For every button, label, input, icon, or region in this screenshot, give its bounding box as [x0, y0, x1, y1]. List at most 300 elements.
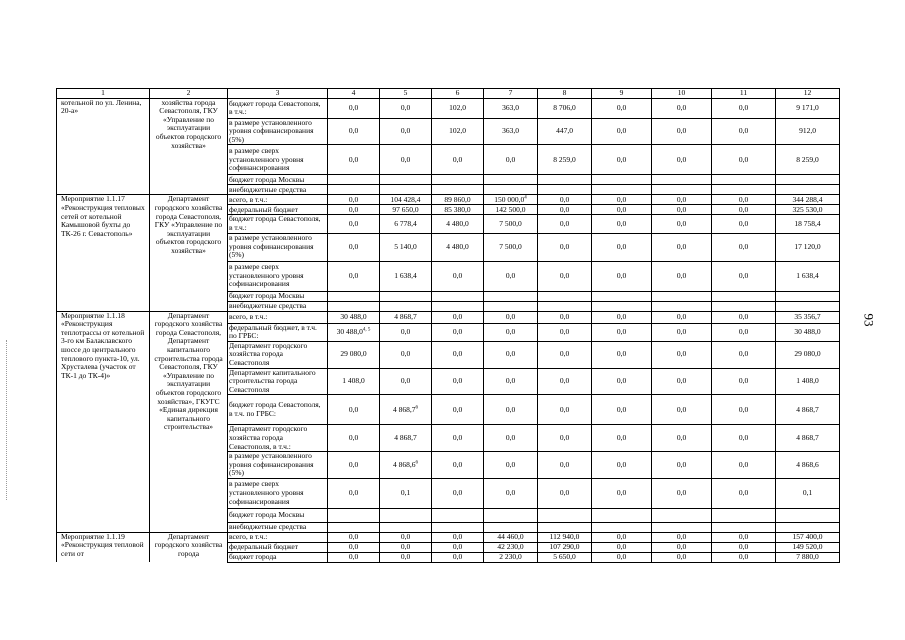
amount-value: 0,0	[676, 542, 687, 552]
amount-cell	[484, 185, 538, 195]
amount-cell	[592, 215, 652, 233]
footnote-mark: 6	[415, 405, 418, 411]
amount-cell	[592, 175, 652, 185]
amount-cell	[328, 175, 380, 185]
amount-cell	[328, 261, 380, 291]
funding-source-label: в размере установленного уровня софинансирования (5%)	[228, 233, 328, 261]
amount-value: 0,0	[676, 349, 687, 359]
amount-value: 0,0	[738, 270, 749, 280]
funding-source-label: всего, в т.ч.:	[228, 532, 328, 542]
amount-cell	[484, 425, 538, 452]
amount-cell	[380, 261, 432, 291]
column-number: 10	[652, 89, 712, 99]
amount-cell	[712, 311, 776, 323]
amount-cell	[652, 261, 712, 291]
column-number-row	[57, 89, 840, 99]
amount-cell	[538, 291, 592, 301]
amount-cell	[712, 542, 776, 552]
amount-value: 0,0	[348, 542, 359, 552]
amount-value: 0,0	[452, 532, 463, 542]
amount-value: 7 500,0	[499, 241, 522, 251]
amount-cell	[380, 532, 432, 542]
amount-value: 0,0	[676, 204, 687, 214]
amount-value: 8 706,0	[553, 102, 576, 112]
amount-value: 0,0	[738, 204, 749, 214]
amount-value: 1 638,4	[394, 270, 417, 280]
amount-value: 0,0	[348, 488, 359, 498]
amount-cell	[592, 532, 652, 542]
amount-cell	[380, 98, 432, 118]
amount-cell	[592, 425, 652, 452]
table-row	[57, 532, 840, 542]
amount-value: 42 230,0	[497, 542, 524, 552]
amount-cell	[776, 452, 840, 479]
amount-cell	[592, 98, 652, 118]
amount-value: 0,0	[676, 102, 687, 112]
column-number: 7	[484, 89, 538, 99]
amount-value: 0,0	[738, 488, 749, 498]
amount-value: 0,0	[452, 459, 463, 469]
amount-cell	[380, 185, 432, 195]
amount-cell	[328, 301, 380, 311]
amount-cell	[712, 452, 776, 479]
amount-value: 0,0	[400, 102, 411, 112]
column-number: 5	[380, 89, 432, 99]
amount-cell	[432, 395, 484, 425]
amount-cell	[484, 145, 538, 175]
amount-value: 0,0	[348, 270, 359, 280]
amount-cell	[776, 291, 840, 301]
table-body	[57, 89, 840, 563]
amount-cell	[432, 542, 484, 552]
amount-cell	[432, 261, 484, 291]
amount-value: 0,0	[505, 459, 516, 469]
amount-value: 0,0	[676, 432, 687, 442]
amount-cell	[592, 508, 652, 522]
amount-cell	[380, 195, 432, 205]
amount-cell	[592, 205, 652, 215]
amount-value: 30 488,0	[336, 326, 363, 336]
amount-cell	[328, 311, 380, 323]
amount-cell	[652, 478, 712, 508]
amount-cell	[592, 395, 652, 425]
funding-table	[56, 88, 840, 563]
amount-cell	[432, 368, 484, 395]
amount-value: 0,0	[505, 488, 516, 498]
amount-value: 0,0	[676, 488, 687, 498]
amount-value: 0,0	[616, 326, 627, 336]
amount-cell	[592, 185, 652, 195]
amount-value: 0,0	[400, 154, 411, 164]
amount-cell	[712, 552, 776, 562]
amount-cell	[776, 311, 840, 323]
amount-value: 35 356,7	[794, 311, 821, 321]
amount-cell	[652, 205, 712, 215]
funding-source-label: бюджет города Севастополя, в т.ч.:	[228, 215, 328, 233]
amount-cell	[484, 542, 538, 552]
amount-value: 0,0	[559, 488, 570, 498]
amount-cell	[432, 478, 484, 508]
amount-cell	[380, 341, 432, 368]
amount-value: 29 080,0	[340, 349, 367, 359]
amount-value: 157 400,0	[792, 532, 823, 542]
amount-cell	[652, 145, 712, 175]
amount-cell	[538, 522, 592, 532]
amount-cell	[484, 522, 538, 532]
amount-value: 0,0	[348, 204, 359, 214]
amount-cell	[328, 118, 380, 145]
funding-source-label: бюджет города Севастополя, в т.ч. по ГРБС:	[228, 395, 328, 425]
amount-cell	[712, 145, 776, 175]
amount-cell	[380, 542, 432, 552]
amount-cell	[652, 195, 712, 205]
amount-cell	[712, 395, 776, 425]
amount-value: 0,0	[616, 432, 627, 442]
amount-value: 0,0	[738, 349, 749, 359]
amount-cell	[538, 341, 592, 368]
funding-source-label: Департамент капитального строительства города Севастополя	[228, 368, 328, 395]
amount-value: 0,0	[452, 542, 463, 552]
amount-value: 0,0	[452, 552, 463, 562]
column-number: 9	[592, 89, 652, 99]
amount-cell	[538, 508, 592, 522]
amount-cell	[380, 425, 432, 452]
funding-source-label: внебюджетные средства	[228, 185, 328, 195]
amount-cell	[776, 341, 840, 368]
amount-value: 0,0	[559, 194, 570, 204]
amount-value: 150 000,0	[494, 194, 525, 204]
amount-value: 0,0	[559, 349, 570, 359]
amount-value: 102,0	[449, 102, 466, 112]
amount-cell	[712, 175, 776, 185]
amount-value: 97 650,0	[392, 204, 419, 214]
amount-value: 0,0	[348, 404, 359, 414]
amount-cell	[484, 341, 538, 368]
amount-cell	[652, 542, 712, 552]
amount-value: 0,0	[738, 376, 749, 386]
amount-cell	[538, 205, 592, 215]
amount-cell	[592, 552, 652, 562]
executor-name: Департамент городского хозяйства города	[150, 532, 228, 562]
amount-cell	[652, 323, 712, 341]
amount-cell	[432, 452, 484, 479]
amount-cell	[538, 425, 592, 452]
amount-cell	[328, 425, 380, 452]
amount-value: 0,0	[676, 154, 687, 164]
amount-value: 29 080,0	[794, 349, 821, 359]
amount-value: 0,0	[616, 552, 627, 562]
amount-cell	[538, 452, 592, 479]
amount-cell	[328, 452, 380, 479]
amount-value: 0,0	[559, 432, 570, 442]
amount-cell	[328, 215, 380, 233]
amount-value: 0,0	[676, 459, 687, 469]
amount-value: 0,0	[676, 404, 687, 414]
amount-value: 0,0	[452, 154, 463, 164]
amount-value: 0,0	[400, 376, 411, 386]
amount-value: 0,0	[452, 376, 463, 386]
amount-cell	[380, 175, 432, 185]
amount-value: 4 868,7	[394, 311, 417, 321]
amount-value: 4 480,0	[446, 241, 469, 251]
amount-cell	[652, 532, 712, 542]
amount-cell	[380, 205, 432, 215]
funding-source-label: бюджет города	[228, 552, 328, 562]
amount-value: 89 860,0	[444, 194, 471, 204]
amount-cell	[538, 118, 592, 145]
amount-cell	[776, 175, 840, 185]
amount-value: 0,0	[616, 376, 627, 386]
amount-cell	[328, 98, 380, 118]
amount-value: 30 488,0	[794, 326, 821, 336]
amount-value: 0,0	[400, 349, 411, 359]
amount-value: 0,0	[616, 154, 627, 164]
amount-cell	[652, 425, 712, 452]
amount-cell	[776, 478, 840, 508]
amount-value: 0,0	[452, 488, 463, 498]
amount-cell	[328, 478, 380, 508]
amount-value: 0,0	[452, 270, 463, 280]
column-number: 11	[712, 89, 776, 99]
amount-cell	[484, 532, 538, 542]
amount-cell	[776, 552, 840, 562]
amount-value: 4 868,6	[393, 459, 416, 469]
amount-value: 0,0	[616, 194, 627, 204]
amount-cell	[776, 205, 840, 215]
amount-cell	[380, 118, 432, 145]
amount-value: 912,0	[799, 126, 816, 136]
funding-source-label: всего, в т.ч.:	[228, 195, 328, 205]
amount-cell	[432, 522, 484, 532]
amount-value: 17 120,0	[794, 241, 821, 251]
amount-value: 0,1	[802, 488, 813, 498]
funding-source-label: внебюджетные средства	[228, 522, 328, 532]
amount-cell	[538, 301, 592, 311]
amount-value: 0,0	[348, 432, 359, 442]
amount-value: 0,0	[738, 432, 749, 442]
amount-cell	[592, 542, 652, 552]
amount-cell	[652, 233, 712, 261]
funding-source-label: бюджет города Москвы	[228, 175, 328, 185]
amount-cell	[432, 301, 484, 311]
amount-cell	[592, 311, 652, 323]
amount-cell	[776, 522, 840, 532]
amount-value: 0,0	[616, 532, 627, 542]
amount-value: 4 868,7	[796, 432, 819, 442]
footnote-mark: 4, 5	[362, 327, 371, 333]
amount-value: 0,0	[616, 218, 627, 228]
amount-cell	[712, 425, 776, 452]
amount-value: 0,1	[400, 488, 411, 498]
amount-value: 0,0	[505, 376, 516, 386]
amount-cell	[380, 301, 432, 311]
amount-cell	[538, 552, 592, 562]
amount-value: 4 480,0	[446, 218, 469, 228]
amount-cell	[484, 552, 538, 562]
column-number: 8	[538, 89, 592, 99]
amount-value: 0,0	[559, 404, 570, 414]
amount-value: 0,0	[559, 376, 570, 386]
amount-cell	[592, 478, 652, 508]
amount-value: 0,0	[348, 532, 359, 542]
amount-value: 0,0	[676, 552, 687, 562]
amount-value: 112 940,0	[549, 532, 580, 542]
page-number: 93	[861, 313, 877, 327]
amount-value: 0,0	[676, 270, 687, 280]
amount-cell	[592, 323, 652, 341]
amount-cell	[776, 195, 840, 205]
amount-cell	[652, 98, 712, 118]
amount-value: 0,0	[505, 432, 516, 442]
amount-cell	[380, 508, 432, 522]
amount-cell	[538, 185, 592, 195]
amount-cell	[776, 532, 840, 542]
amount-value: 0,0	[738, 459, 749, 469]
amount-cell	[484, 508, 538, 522]
amount-cell	[592, 368, 652, 395]
table-row	[57, 195, 840, 205]
amount-cell	[776, 118, 840, 145]
amount-value: 102,0	[449, 126, 466, 136]
amount-cell	[538, 478, 592, 508]
amount-value: 6 778,4	[394, 218, 417, 228]
amount-cell	[652, 118, 712, 145]
amount-value: 0,0	[505, 270, 516, 280]
amount-cell	[484, 291, 538, 301]
amount-cell	[432, 205, 484, 215]
amount-value: 0,0	[616, 459, 627, 469]
amount-cell	[484, 118, 538, 145]
amount-value: 4 868,6	[796, 459, 819, 469]
amount-cell	[432, 552, 484, 562]
column-number: 6	[432, 89, 484, 99]
amount-value: 0,0	[738, 532, 749, 542]
amount-value: 0,0	[452, 326, 463, 336]
amount-value: 0,0	[738, 154, 749, 164]
amount-cell	[328, 542, 380, 552]
amount-cell	[712, 215, 776, 233]
amount-cell	[776, 261, 840, 291]
amount-cell	[538, 311, 592, 323]
amount-cell	[538, 233, 592, 261]
amount-value: 18 758,4	[794, 218, 821, 228]
amount-value: 107 290,0	[549, 542, 580, 552]
amount-cell	[776, 368, 840, 395]
amount-cell	[538, 261, 592, 291]
amount-cell	[652, 368, 712, 395]
amount-value: 0,0	[616, 349, 627, 359]
executor-name: Департамент городского хозяйства города Севастополя, ГКУ «Управление по эксплуатации объектов городского хозяйства»	[150, 195, 228, 311]
amount-value: 0,0	[348, 102, 359, 112]
amount-cell	[652, 175, 712, 185]
executor-name: хозяйства города Севастополя, ГКУ «Управление по эксплуатации объектов городского хозяйства»	[150, 98, 228, 195]
amount-cell	[432, 311, 484, 323]
amount-cell	[712, 291, 776, 301]
amount-value: 0,0	[452, 311, 463, 321]
funding-source-label: федеральный бюджет, в т.ч. по ГРБС:	[228, 323, 328, 341]
amount-cell	[652, 301, 712, 311]
amount-value: 0,0	[452, 432, 463, 442]
amount-cell	[328, 368, 380, 395]
amount-cell	[538, 323, 592, 341]
amount-cell	[380, 552, 432, 562]
amount-cell	[712, 118, 776, 145]
amount-cell	[538, 395, 592, 425]
amount-cell	[652, 215, 712, 233]
amount-value: 4 868,7	[394, 432, 417, 442]
amount-cell	[652, 185, 712, 195]
amount-cell	[712, 522, 776, 532]
amount-value: 0,0	[559, 241, 570, 251]
amount-value: 0,0	[738, 126, 749, 136]
amount-cell	[712, 98, 776, 118]
amount-value: 0,0	[400, 532, 411, 542]
amount-cell	[432, 175, 484, 185]
amount-cell	[328, 532, 380, 542]
amount-value: 4 868,7	[393, 404, 416, 414]
amount-value: 2 230,0	[499, 552, 522, 562]
amount-value: 0,0	[400, 542, 411, 552]
amount-value: 363,0	[502, 102, 519, 112]
amount-value: 0,0	[400, 326, 411, 336]
amount-cell	[380, 291, 432, 301]
amount-cell	[380, 145, 432, 175]
table-row	[57, 98, 840, 118]
amount-value: 447,0	[556, 126, 573, 136]
measure-title: котельной по ул. Ленина, 20-а»	[57, 98, 150, 195]
amount-cell	[432, 98, 484, 118]
amount-cell	[776, 98, 840, 118]
footnote-mark: 4	[524, 195, 527, 201]
amount-value: 104 428,4	[390, 194, 421, 204]
amount-cell	[432, 118, 484, 145]
amount-cell	[380, 452, 432, 479]
amount-cell	[592, 341, 652, 368]
amount-value: 0,0	[348, 126, 359, 136]
column-number: 12	[776, 89, 840, 99]
margin-dots	[6, 340, 10, 500]
amount-cell	[538, 195, 592, 205]
amount-value: 0,0	[738, 542, 749, 552]
amount-cell	[484, 98, 538, 118]
amount-cell	[432, 341, 484, 368]
amount-value: 0,0	[348, 218, 359, 228]
amount-value: 0,0	[505, 404, 516, 414]
amount-value: 0,0	[348, 194, 359, 204]
funding-source-label: в размере установленного уровня софинансирования (5%)	[228, 452, 328, 479]
amount-cell	[484, 395, 538, 425]
amount-cell	[432, 145, 484, 175]
funding-source-label: Департамент городского хозяйства города Севастополя	[228, 341, 328, 368]
amount-value: 344 288,4	[792, 194, 823, 204]
amount-value: 0,0	[559, 270, 570, 280]
amount-value: 0,0	[452, 349, 463, 359]
funding-source-label: бюджет города Севастополя, в т.ч.:	[228, 98, 328, 118]
amount-cell	[652, 452, 712, 479]
amount-cell	[484, 311, 538, 323]
amount-cell	[652, 552, 712, 562]
column-number: 2	[150, 89, 228, 99]
amount-cell	[380, 323, 432, 341]
amount-cell	[484, 261, 538, 291]
amount-cell	[484, 215, 538, 233]
funding-source-label: бюджет города Москвы	[228, 508, 328, 522]
amount-value: 85 380,0	[444, 204, 471, 214]
amount-value: 0,0	[559, 326, 570, 336]
amount-cell	[592, 118, 652, 145]
amount-cell	[328, 341, 380, 368]
amount-cell	[484, 478, 538, 508]
